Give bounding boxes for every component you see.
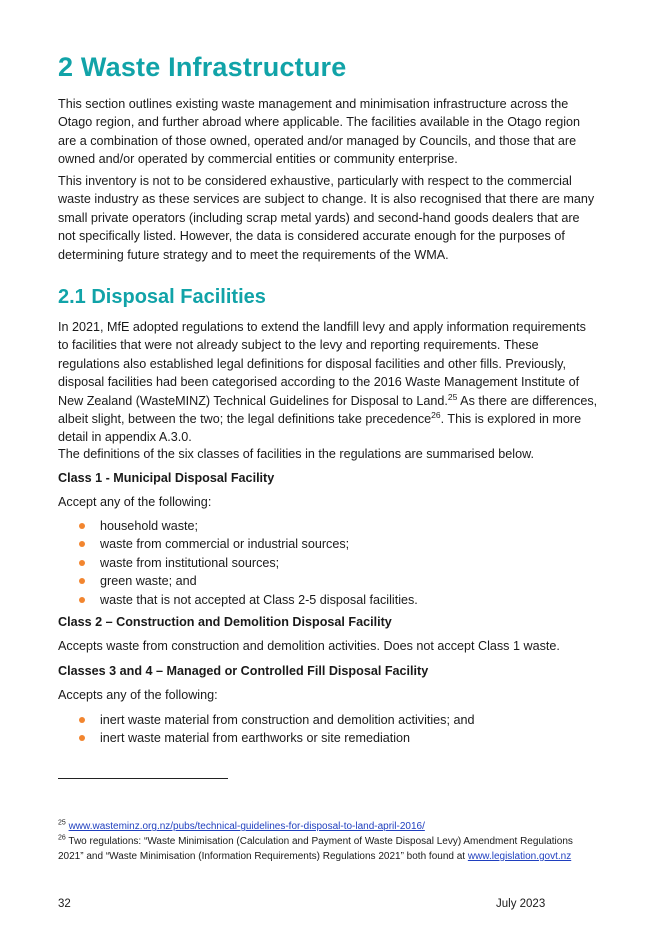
regulations-text-c: . This is explored in more detail in appendix A.3.0.: [58, 412, 582, 445]
class1-title: Class 1 - Municipal Disposal Facility: [58, 471, 275, 485]
list-item: inert waste material from construction and demolition activities; and: [58, 711, 598, 729]
class2-title: Class 2 – Construction and Demolition Disposal Facility: [58, 615, 392, 629]
bullet-icon: [79, 523, 85, 529]
list-item: household waste;: [58, 517, 598, 535]
bullet-icon: [79, 560, 85, 566]
bullet-icon: [79, 541, 85, 547]
footer-date: July 2023: [496, 898, 546, 910]
regulations-text-a: In 2021, MfE adopted regulations to extend the landfill levy and apply information requirements to facilities that were not already subject to the levy and reporting requirements. These regulations also established legal definitions for disposal facilities and other fills. Previously, disposal facilities had been categorised according to the 2016 Waste Management Institute of New Zealand (WasteMINZ) Technical Guidelines for Disposal to Land.: [58, 320, 586, 408]
footnote-number: 26: [58, 834, 66, 842]
list-item: waste from institutional sources;: [58, 554, 598, 572]
footnote-26-text: Two regulations: “Waste Minimisation (Calculation and Payment of Waste Disposal Levy) Amendment Regulations 2021” and “Waste Minimisation (Information Requirements) Regulations 2021” both found at: [58, 836, 573, 862]
bullet-icon: [79, 578, 85, 584]
regulations-paragraph: [58, 318, 598, 447]
class34-title: Classes 3 and 4 – Managed or Controlled Fill Disposal Facility: [58, 664, 429, 678]
class34-intro: Accepts any of the following:: [58, 688, 218, 702]
class2-text: Accepts waste from construction and demolition activities. Does not accept Class 1 waste.: [58, 639, 560, 653]
footnote-number: 25: [58, 819, 66, 827]
footnote-26-link[interactable]: www.legislation.govt.nz: [467, 850, 572, 862]
page-number: 32: [58, 898, 71, 910]
footnote-separator: [58, 778, 228, 779]
inventory-paragraph: This inventory is not to be considered exhaustive, particularly with respect to the commercial waste industry as these services are subject to change. It is also recognised that there are many small private operators (including scrap metal yards) and second-hand goods dealers that are not specifically listed. However, the data is considered accurate enough for the purposes of determining future strategy and to meet the requirements of the WMA.: [58, 174, 595, 262]
footnote-25-link[interactable]: www.wasteminz.org.nz/pubs/technical-guidelines-for-disposal-to-land-april-2016/: [68, 821, 425, 832]
list-item: inert waste material from earthworks or site remediation: [58, 729, 598, 747]
class34-list: [58, 711, 598, 748]
class1-intro: Accept any of the following:: [58, 495, 212, 509]
regulations-text-b: As there are differences, albeit slight, between the two; the legal definitions take precedence: [58, 393, 598, 427]
list-item: waste from commercial or industrial sources;: [58, 535, 598, 553]
list-item: green waste; and: [58, 572, 598, 590]
list-item: waste that is not accepted at Class 2-5 disposal facilities.: [58, 591, 598, 609]
bullet-icon: [79, 735, 85, 741]
footnote-ref-25[interactable]: 25: [447, 391, 458, 402]
classes-summary-paragraph: The definitions of the six classes of facilities in the regulations are summarised below.: [58, 447, 534, 461]
footnote-25: [58, 820, 598, 835]
footnote-ref-26[interactable]: 26: [431, 409, 441, 420]
intro-paragraph: This section outlines existing waste management and minimisation infrastructure across the Otago region, and further abroad where applicable. The facilities available in the Otago region are a combination of those owned, operated and/or managed by Councils, and those that are owned and/or operated by commercial entities or community enterprise.: [58, 97, 581, 167]
bullet-icon: [79, 597, 85, 603]
subsection-heading: 2.1 Disposal Facilities: [58, 286, 266, 308]
footnote-26: [58, 835, 598, 865]
bullet-icon: [79, 717, 85, 723]
section-heading: 2 Waste Infrastructure: [58, 52, 347, 82]
class1-list: [58, 517, 598, 609]
